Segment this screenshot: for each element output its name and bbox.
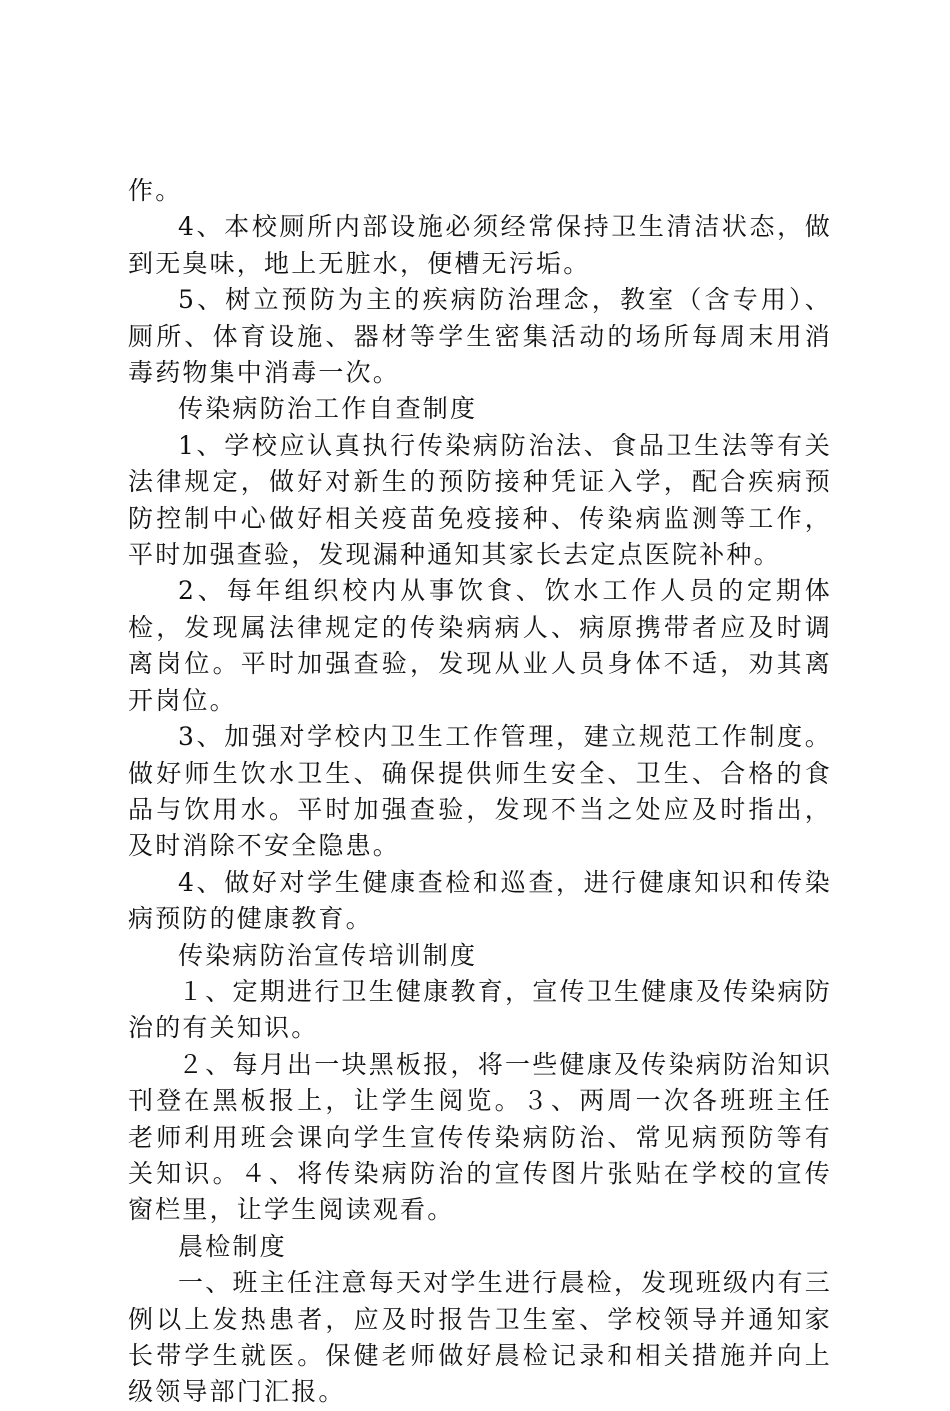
paragraph-regular-education: １、定期进行卫生健康教育，宣传卫生健康及传染病防治的有关知识。 [128, 976, 832, 1043]
section-heading-self-inspection: 传染病防治工作自查制度 [178, 394, 478, 424]
paragraph-blackboard: ２、每月出一块黑板报，将一些健康及传染病防治知识刊登在黑板报上，让学生阅览。３、两周一次各班班主任老师利用班会课向学生宣传传染病防治、常见病预防等有关知识。４、将传染病防治的宣传图片张贴在学校的宣传窗栏里，让学生阅读观看。 [128, 1049, 832, 1225]
document-page [128, 173, 832, 1411]
paragraph-staff-checkup: 2、每年组织校内从事饮食、饮水工作人员的定期体检，发现属法律规定的传染病病人、病原携带者应及时调离岗位。平时加强查验，发现从业人员身体不适，劝其离开岗位。 [128, 576, 832, 715]
paragraph-health-education: 4、做好对学生健康查检和巡查，进行健康知识和传染病预防的健康教育。 [128, 867, 832, 934]
paragraph-vaccination: 1、学校应认真执行传染病防治法、食品卫生法等有关法律规定，做好对新生的预防接种凭证入学，配合疾病预防控制中心做好相关疫苗免疫接种、传染病监测等工作，平时加强查验，发现漏种通知其家长去定点医院补种。 [128, 430, 832, 570]
paragraph-disinfection: 5、树立预防为主的疾病防治理念，教室（含专用）、厕所、体育设施、器材等学生密集活动的场所每周末用消毒药物集中消毒一次。 [128, 285, 832, 388]
paragraph-morning-check: 一、班主任注意每天对学生进行晨检，发现班级内有三例以上发热患者，应及时报告卫生室、学校领导并通知家长带学生就医。保健老师做好晨检记录和相关措施并向上级领导部门汇报。 [128, 1268, 832, 1407]
section-heading-morning-check: 晨检制度 [178, 1231, 287, 1261]
paragraph-hygiene-management: 3、加强对学校内卫生工作管理，建立规范工作制度。做好师生饮水卫生、确保提供师生安全、卫生、合格的食品与饮用水。平时加强查验，发现不当之处应及时指出，及时消除不安全隐患。 [128, 722, 832, 861]
section-heading-publicity-training: 传染病防治宣传培训制度 [178, 940, 478, 970]
paragraph-toilet-cleanliness: 4、本校厕所内部设施必须经常保持卫生清洁状态，做到无臭味，地上无脏水，便槽无污垢。 [128, 212, 832, 278]
paragraph-continued: 作。 [128, 176, 183, 205]
